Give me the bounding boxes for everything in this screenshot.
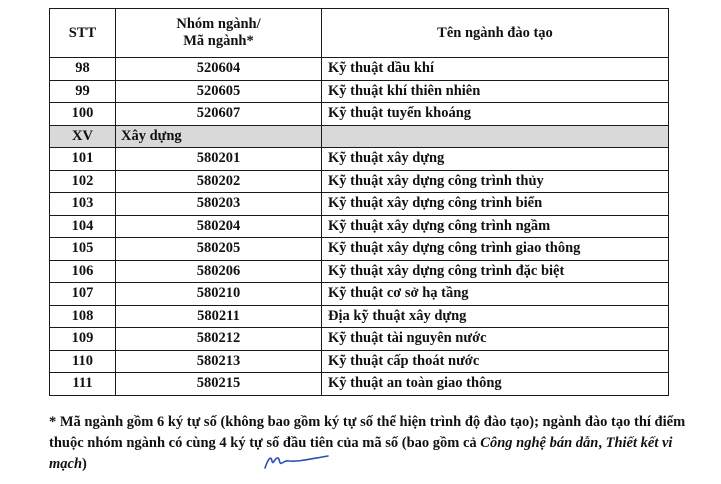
row-code: 580212 <box>116 328 322 351</box>
table-row <box>50 260 669 283</box>
table-row <box>50 148 669 171</box>
row-stt: 105 <box>50 238 116 261</box>
row-code: 520607 <box>116 103 322 126</box>
row-stt: 107 <box>50 283 116 306</box>
row-name: Kỹ thuật tài nguyên nước <box>322 328 669 351</box>
row-name: Kỹ thuật xây dựng công trình giao thông <box>322 238 669 261</box>
row-name: Kỹ thuật cấp thoát nước <box>322 350 669 373</box>
row-name: Kỹ thuật dầu khí <box>322 58 669 81</box>
row-stt: 100 <box>50 103 116 126</box>
table-row <box>50 328 669 351</box>
group-title: Xây dựng <box>116 125 322 148</box>
footnote <box>49 412 699 475</box>
row-code: 580213 <box>116 350 322 373</box>
table-row <box>50 103 669 126</box>
footnote-italic-chip-design: Thiết kết vi mạch <box>49 435 673 472</box>
row-stt: 109 <box>50 328 116 351</box>
row-stt: 104 <box>50 215 116 238</box>
row-stt: 102 <box>50 170 116 193</box>
row-stt: 110 <box>50 350 116 373</box>
row-name: Kỹ thuật tuyển khoáng <box>322 103 669 126</box>
row-code: 580205 <box>116 238 322 261</box>
footnote-separator: , <box>598 435 606 451</box>
table-row <box>50 350 669 373</box>
table-row <box>50 305 669 328</box>
row-name: Kỹ thuật xây dựng <box>322 148 669 171</box>
table-row <box>50 58 669 81</box>
row-name: Kỹ thuật cơ sở hạ tầng <box>322 283 669 306</box>
group-empty-cell <box>322 125 669 148</box>
row-stt: 101 <box>50 148 116 171</box>
row-name: Kỹ thuật xây dựng công trình biển <box>322 193 669 216</box>
table-row <box>50 373 669 396</box>
row-code: 580203 <box>116 193 322 216</box>
row-code: 580211 <box>116 305 322 328</box>
row-stt: 98 <box>50 58 116 81</box>
table-row <box>50 193 669 216</box>
table-header-row <box>50 9 669 58</box>
row-name: Kỹ thuật xây dựng công trình thủy <box>322 170 669 193</box>
table-row <box>50 283 669 306</box>
table-row <box>50 170 669 193</box>
row-code: 580215 <box>116 373 322 396</box>
row-stt: 108 <box>50 305 116 328</box>
row-code: 520604 <box>116 58 322 81</box>
table-row <box>50 215 669 238</box>
header-stt: STT <box>50 9 116 58</box>
row-code: 580210 <box>116 283 322 306</box>
footnote-closing: ) <box>82 456 87 472</box>
row-code: 580202 <box>116 170 322 193</box>
group-stt: XV <box>50 125 116 148</box>
row-name: Kỹ thuật xây dựng công trình đặc biệt <box>322 260 669 283</box>
header-code-line2: Mã ngành* <box>183 33 254 49</box>
majors-table <box>49 8 669 396</box>
row-code: 520605 <box>116 80 322 103</box>
footnote-italic-semiconductor: Công nghệ bán dẫn <box>480 435 599 451</box>
row-code: 580201 <box>116 148 322 171</box>
row-stt: 106 <box>50 260 116 283</box>
footnote-main-text: * Mã ngành gồm 6 ký tự số (không bao gồm ký tự số thể hiện trình độ đào tạo); ngành đào tạo thí điểm thuộc nhóm ngành có cùng 4 ký tự số đầu tiên của mã số (bao gồm cả <box>49 414 686 451</box>
group-row-xay-dung <box>50 125 669 148</box>
table-row <box>50 238 669 261</box>
row-name: Kỹ thuật xây dựng công trình ngầm <box>322 215 669 238</box>
row-name: Địa kỹ thuật xây dựng <box>322 305 669 328</box>
row-stt: 99 <box>50 80 116 103</box>
row-code: 580206 <box>116 260 322 283</box>
row-code: 580204 <box>116 215 322 238</box>
row-name: Kỹ thuật an toàn giao thông <box>322 373 669 396</box>
header-code-line1: Nhóm ngành/ <box>176 16 261 32</box>
header-code <box>116 9 322 58</box>
row-name: Kỹ thuật khí thiên nhiên <box>322 80 669 103</box>
header-name: Tên ngành đào tạo <box>322 9 669 58</box>
table-row <box>50 80 669 103</box>
row-stt: 111 <box>50 373 116 396</box>
signature-initial-mark <box>262 449 332 473</box>
row-stt: 103 <box>50 193 116 216</box>
